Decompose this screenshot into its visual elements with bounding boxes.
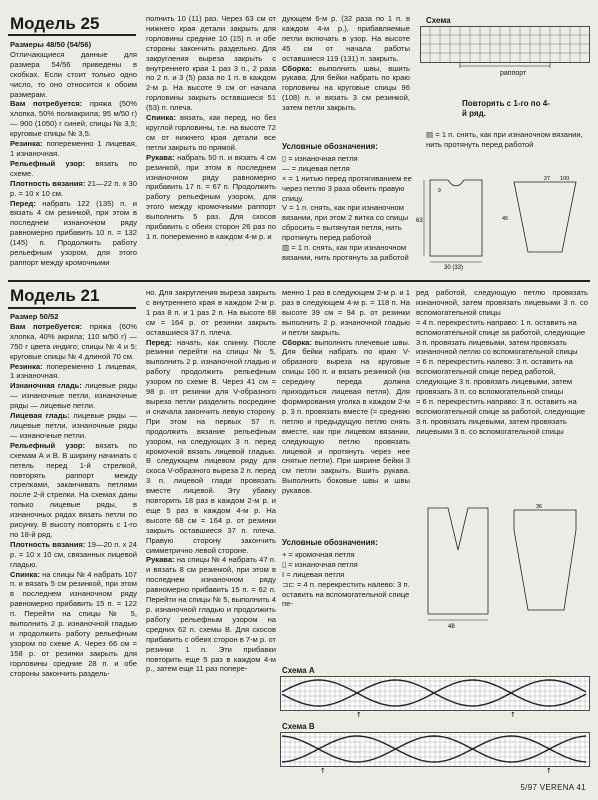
model-25-col3-paragraph	[282, 64, 410, 114]
model-21-title-rule	[8, 307, 136, 309]
model-25-column-1	[10, 40, 137, 272]
model-21-column-3	[282, 288, 410, 558]
model-25-column-3	[282, 14, 410, 114]
model-21-col2-paragraph	[146, 555, 276, 674]
svg-text:↑: ↑	[510, 711, 516, 719]
model-21-title: Модель 21	[10, 286, 100, 305]
model-21-col1-heading: Размер 50/52	[10, 312, 59, 321]
model-25-front-diagram	[418, 170, 498, 280]
model-21-col4-item: = 6 п. перекрестить налево: 3 п. оставить на вспомогательной спице перед работой, следующие 3 п. провязать лицевыми, затем провязать 3 п. со вспомогательной спицы	[416, 357, 573, 397]
model-21-col3-text: менно 1 раз в следующем 2-м р. и 1 раз в следующем 4-м р. = 118 п. На высоте 39 см = 94 р. от резинки выполнить 2 р. изнаночной гладью и петли закрыть.	[282, 288, 410, 337]
model-25-col2-paragraph	[146, 113, 276, 153]
model-21-col1-paragraph	[10, 362, 137, 382]
model-25-col1-body: Отличающиеся данные для размера 54/56 приведены в скобках. Если стоит только одно число, то оно относится к обоим размерам.	[10, 49, 137, 99]
model-21-front-diagram	[418, 494, 508, 634]
sleeve-height-label: 45	[502, 216, 509, 222]
model-21-legend-item: I = лицевая петля	[282, 569, 345, 579]
model-21-col1-body: лицевые ряды — изнаночные петли, изнаночные ряды — лицевые петли.	[10, 381, 137, 411]
model-21-col1-paragraph	[10, 570, 137, 679]
model-25-repeat-note: Повторять с 1-го по 4-й ряд.	[462, 99, 550, 118]
page-footer: 5/97 VERENA 41	[520, 783, 586, 792]
model-21-column-1	[10, 312, 137, 790]
model-25-col1-paragraph	[10, 99, 137, 139]
schema-a-chart	[280, 676, 590, 718]
model-21-col1-paragraph	[10, 441, 137, 540]
model-21-col1-paragraph	[10, 540, 137, 570]
model-21-col2-text: но. Для закругления выреза закрыть с внутреннего края в каждом 2-м р. 1 раз 8 п. и 1 раз 2 п. На высоте 68 см = 164 р. от резинки закрыть оставшиеся 37 п. плеча.	[146, 288, 276, 337]
model-25-col1-heading: Перед:	[10, 198, 36, 208]
schema-b-chart	[280, 732, 590, 774]
model-21-col1-body: пряжа (60% хлопка, 40% акрила; 110 м/50 г) — 750 г цвета индиго; спицы № 4 и 5; круговые спицы № 4 длиной 70 см.	[10, 321, 137, 361]
model-21-col3-paragraph	[282, 338, 410, 497]
model-21-legend-item: ⊐⊏ = 4 п. перекрестить налево: 3 п. оставить на вспомогательной спице пе-	[282, 579, 410, 609]
model-21-sleeve-diagram	[506, 500, 590, 630]
model-25-col1-paragraph	[10, 159, 137, 179]
model-25-legend-item: V = 1 п. снять, как при изнаночном вязании, при этом 2 витка со спицы сбросить = вытянутая петля, нить протянуть перед работой	[282, 203, 409, 243]
svg-text:↑: ↑	[356, 711, 362, 719]
model-25-col1-heading: Размеры 48/50 (54/56)	[10, 40, 92, 49]
model-21-col1-heading: Резинка:	[10, 361, 43, 371]
model-25-legend-item: ▥ = 1 п. снять, как при изнаночном вязании, нить протянуть за работой	[282, 243, 409, 262]
model-25-schema-grid	[420, 26, 590, 68]
model-25-col1-paragraph	[10, 139, 137, 159]
neck-label: 9	[438, 188, 441, 194]
model-21-col2-paragraph	[146, 338, 276, 556]
model-21-legend-item: + = кромочная петля	[282, 549, 355, 559]
model-25-col1-paragraph	[10, 50, 137, 100]
model-21-legend	[282, 538, 414, 658]
model-21-col1-paragraph	[10, 312, 137, 322]
model-21-col1-body: попеременно 1 лицевая, 1 изнаночная.	[10, 361, 137, 381]
model-25-legend-item: — = лицевая петля	[282, 163, 350, 173]
model-21-col1-heading: Лицевая гладь:	[10, 411, 70, 421]
model-25-col1-heading: Рельефный узор:	[10, 158, 86, 168]
model-21-col3-body: выполнить плечевые швы. Для бейки набрать по краю V-образного выреза на круговые спицы 160 п. и вязать резинкой (на середину переда должна приходиться лицевая петля). Для формирования уголка в каждом 2-м р. 3 п. провязать вместе (= средняю петлю и предыдущую петлю снять вместе, как при лицевом вязании, следующую петлю провязать лицевой и протянуть через нее снятые петли). При ширине бейки 3 см петли закрыть. Вшить рукава. Выполнить боковые швы и швы рукавов.	[282, 337, 410, 496]
front-width-21: 48	[448, 624, 455, 630]
model-21-col1-heading: Спинка:	[10, 569, 40, 579]
model-21-col4-item: = 6 п. перекрестить направо: 3 п. оставить на вспомогательной спице за работой, следующие 3 п. провязать лицевыми, затем провязать лицевыми 3 п. со вспомогательной спицы	[416, 396, 586, 436]
model-25-col1-paragraph	[10, 179, 137, 199]
model-25-col1-paragraph	[10, 199, 137, 268]
model-25-col3-heading: Сборка:	[282, 63, 312, 73]
model-25-title-rule	[8, 34, 136, 36]
model-25-col1-body: вязать по схеме.	[10, 158, 138, 178]
model-25-col2-heading: Рукава:	[146, 152, 175, 162]
model-21-col1-heading: Изнаночная гладь:	[10, 381, 82, 391]
model-25-column-2	[146, 14, 276, 276]
model-21-col1-body: на спицы № 4 набрать 107 п. и вязать 5 см резинкой, при этом в последнем изнаночном ряду равномерно прибавить 15 п. = 122 п. Перейти на спицы № 5, выполнить 2 р. изнаночной гладью и продолжить работу рельефным узором по схеме А. Через 66 см = 158 р. от резинки закрыть для горловины средние 28 п. и обе стороны закончить раздель-	[10, 569, 137, 678]
model-25-col2-body: набрать 50 п. и вязать 4 см резинкой, при этом в последнем изнаночном ряду равномерно прибавить 17 п. = 67 п. Продолжить работу рельефным узором, для этого между кромочными раппорт выполнить 5 раз. Для скосов прибавить с обеих сторон 26 раз по 1 п. попеременно в каждом 4-м р. и	[146, 152, 276, 241]
model-25-legend	[282, 142, 418, 272]
model-21-col2-heading: Рукава:	[146, 555, 175, 565]
model-25-legend-title: Условные обозначения:	[282, 142, 378, 151]
model-25-col3-text: дующем 6-м р. (32 раза по 1 п. в каждом 4-м р.), прибавляемые петли включать в узор. На высоте 45 см от начала работы оставшиеся 119 (131) п. закрыть.	[282, 14, 410, 63]
model-21-col1-paragraph	[10, 411, 137, 441]
model-25-schema-label: Схема	[426, 16, 451, 25]
model-25-sleeve-diagram	[500, 170, 590, 270]
model-25-col1-heading: Вам потребуется:	[10, 99, 83, 109]
model-25-side-note: ▤ = 1 п. снять, как при изнаночном вязании, нить протянуть перед работой	[426, 130, 583, 149]
model-25-col2-text: полнить 10 (11) раз. Через 63 см от нижнего края детали закрыть для горловины средние 10 (15) п. и обе стороны закончить раздельно. Для закругления выреза закрыть с внутреннего края 1 раз 3 п., 2 раза по 2 п. и 3 (5) раза по 1 п. в каждом 2-м р. На высоте 9 см от начала горловины закрыть оставшиеся 51 (53) п. плеча.	[146, 14, 276, 113]
model-21-col1-heading: Плотность вязания:	[10, 539, 86, 549]
model-25-col1-paragraph	[10, 40, 137, 50]
model-21-col1-body: вязать по схемам А и В. В ширину начинать с петель перед 1-й стрелкой, повторять раппорт между стрелками, заканчивать петлями после 2-й стрелки. На схемах даны только лицевые ряды, в изнаночных рядах вязать петли по рисунку. В высоту повторять с 1-го по 18-й ряд.	[10, 440, 138, 539]
model-25-legend-item: × = 1 нитью перед протягиванием ее через петлю 3 раза обвить правую спицу.	[282, 173, 412, 203]
model-25-title: Модель 25	[10, 14, 100, 33]
model-21-column-2	[146, 288, 276, 748]
model-21-col1-heading: Вам потребуется:	[10, 321, 83, 331]
model-25-col1-heading: Резинка:	[10, 139, 43, 149]
svg-text:↑: ↑	[320, 767, 326, 775]
model-21-col1-paragraph	[10, 322, 137, 362]
model-25-col2-body: вязать, как перед, но без круглой горловины, т.е. на высоте 72 см от нижнего края детали все петли закрыть по прямой.	[146, 113, 276, 152]
model-25-col3-body: выполнить швы, вшить рукава. Для бейки набрать по краю горловины на круговые спицы 96 (108) п. и вязать 3 см резинкой, затем петли закрыть.	[282, 63, 410, 113]
model-25-col1-body: набрать 122 (135) п. и вязать 4 см резинкой, при этом в последнем изнаночном ряду равномерно прибавить 10 п. = 132 (145) п. Продолжить работу рельефным узором, для этого раппорт между кромочными	[10, 198, 137, 267]
model-25-col1-body: попеременно 1 лицевая, 1 изнаночная.	[10, 139, 137, 158]
model-25-rapport-label: раппорт	[500, 70, 527, 77]
schema-a-label: Схема А	[282, 666, 315, 675]
model-21-col3-heading: Сборка:	[282, 337, 312, 347]
model-21-col4-text: ред работой, следующую петлю провязать изнаночной, затем провязать лицевыми 3 п. со вспомогательной спицы	[416, 288, 588, 317]
sleeve-top-label: 27	[544, 176, 551, 182]
model-21-col2-body: на спицы № 4 набрать 47 п. и вязать 8 см резинкой, при этом в последнем изнаночном ряду равномерно прибавить 15 п. = 62 п. Перейти на спицы № 5, выполнить 4 р. изнаночной гладью и продолжить работу рельефным узором на средних 62 п. схемы В. Для скосов прибавить с обеих сторон в 7-м р. от резинки 1 п. Эти прибавки повторить еще 5 раз в каждом 4-м р., затем еще 11 раз попере-	[146, 555, 276, 674]
front-height-label: 63	[416, 218, 423, 224]
model-21-col2-body: начать, как спинку. После резинки перейти на спицы № 5, выполнить 2 р. изнаночной гладью и работу продолжить рельефным узором по схеме В. Через 41 см = 98 р. от резинки для V-образного выреза петли разделить посредине и сначала закончить левую сторону. При этом на первых 57 п. продолжить вязание рельефным узором, на следующих 3 п. перед кромочной вязать лицевой гладью. В следующем лицевом ряду для скоса V-образного выреза 2 п. перед 3 п. лицевой глади провязать вместе лицевой. Эту убавку повторить 18 раз в каждом 2-м р. и еще 5 раз в каждом 4-м р. На высоте 68 см = 164 р. от резинки закрыть оставшиеся 37 п. плеча. Правую сторону закончить симметрично левой стороне.	[146, 337, 276, 555]
model-21-legend-item: ▯ = изнаночная петля	[282, 559, 358, 569]
model-21-col1-body: 19—20 п. х 24 р. = 10 х 10 см, связанных лицевой гладью.	[10, 539, 137, 569]
model-21-col1-paragraph	[10, 381, 137, 411]
front-width-label: 30 (33)	[444, 265, 464, 271]
schema-b-label: Схема В	[282, 722, 315, 731]
model-21-column-4	[416, 288, 588, 494]
model-25-col2-paragraph	[146, 153, 276, 242]
model-25-col2-heading: Спинка:	[146, 113, 176, 123]
sleeve-top2-label: 100	[560, 176, 570, 182]
svg-text:↑: ↑	[546, 767, 552, 775]
model-25-col1-body: 21—22 п. х 30 р. = 10 х 10 см.	[10, 178, 137, 198]
model-25-col1-body: пряжа (50% хлопка, 50% полиакрила; 95 м/50 г) — 900 (1050) г синей; спицы № 3,5; круговые спицы № 3,5.	[10, 99, 137, 139]
model-25-legend-item: ▯ = изнаночная петля	[282, 153, 358, 163]
model-21-col2-heading: Перед:	[146, 337, 172, 347]
model-21-col1-heading: Рельефный узор:	[10, 440, 86, 450]
sleeve-21-top: 36	[536, 504, 543, 510]
model-25-col1-heading: Плотность вязания:	[10, 178, 86, 188]
model-21-col4-item: = 4 п. перекрестить направо: 1 п. оставить на вспомогательной спице за работой, следующие 3 п. провязать лицевыми, затем провязать изнаночной петлю со вспомогательной спицы	[416, 317, 586, 357]
model-21-col1-body: лицевые ряды — лицевые петли, изнаночные ряды — изнаночные петли.	[10, 411, 138, 440]
model-21-legend-title: Условные обозначения:	[282, 538, 378, 547]
section-divider	[8, 280, 590, 282]
